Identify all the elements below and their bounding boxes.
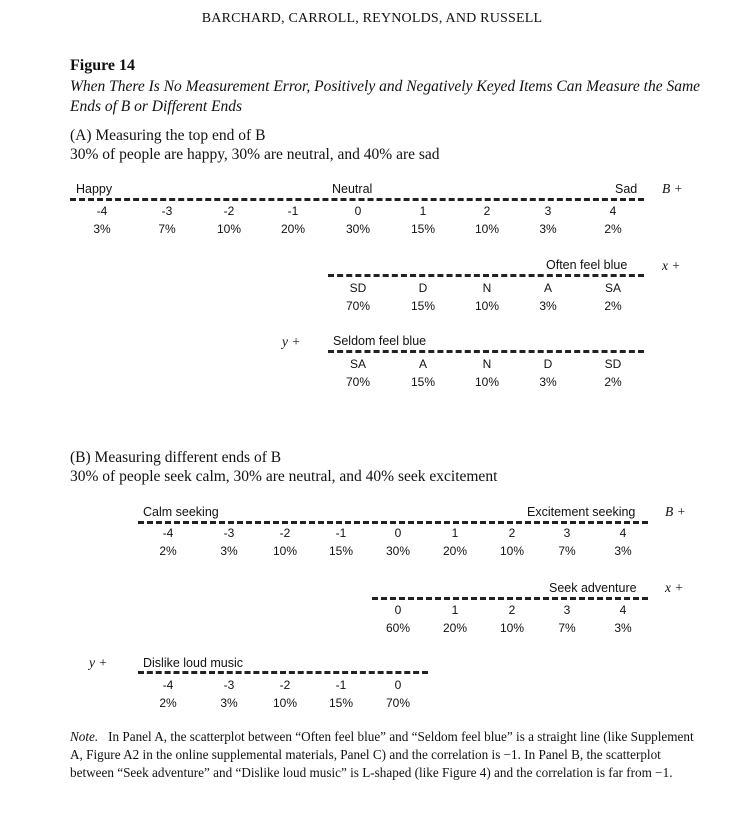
panel-b-y-tick: 0 [394,678,402,692]
panel-b-description: 30% of people seek calm, 30% are neutral, and 40% seek excitement [70,468,498,485]
panel-a-y-tick: D [543,357,553,371]
panel-a-neutral-label: Neutral [332,182,373,196]
panel-b-heading: (B) Measuring different ends of B [70,449,282,466]
panel-b-excitement-seeking-label: Excitement seeking [527,505,636,519]
panel-b-dislike-loud-music-label: Dislike loud music [143,656,244,670]
panel-a-y-tick: SA [349,357,366,371]
panel-a-y-pct: 10% [474,375,500,389]
panel-b-b-plus-label: B + [665,504,686,519]
panel-b-b-tick: -4 [162,526,174,540]
panel-a-x-pct: 10% [474,299,500,313]
panel-a-b-scale-line [70,198,644,201]
panel-b-b-tick: -1 [335,526,347,540]
panel-a-b-pct: 10% [474,222,500,236]
panel-a-b-tick: 2 [483,204,491,218]
panel-a-x-tick: SA [604,281,621,295]
panel-b-b-pct: 10% [499,544,525,558]
panel-b-x-pct: 60% [385,621,411,635]
panel-a-often-feel-blue-label: Often feel blue [546,258,628,272]
panel-b-x-pct: 7% [558,621,576,635]
panel-a-y-scale-line [328,350,644,353]
panel-a-heading: (A) Measuring the top end of B [70,127,266,144]
panel-a-b-tick: -4 [96,204,108,218]
panel-a-y-pct: 3% [539,375,557,389]
panel-b-b-pct: 10% [272,544,298,558]
panel-b-b-tick: -3 [223,526,235,540]
panel-a-b-tick: -1 [287,204,299,218]
note-text: In Panel A, the scatterplot between “Often feel blue” and “Seldom feel blue” is a straight line (like Supplement A, Figure A2 in the online supplemental materials, Panel C) and the correlation is −1. In Panel B, the scatterplot between “Seek adventure” and “Dislike loud music” is L-shaped (like Figure 4) and the correlation is far from −1. [70,729,694,780]
panel-b-calm-seeking-label: Calm seeking [143,505,219,519]
panel-a-x-pct: 3% [539,299,557,313]
panel-b-x-tick: 3 [563,603,571,617]
panel-a-b-pct: 3% [539,222,557,236]
panel-a-seldom-feel-blue-label: Seldom feel blue [333,334,427,348]
panel-b-x-tick: 4 [619,603,627,617]
panel-b-y-tick: -4 [162,678,174,692]
panel-b-b-pct: 20% [442,544,468,558]
panel-a-y-plus-label: y + [282,334,301,349]
figure-note [70,728,698,782]
panel-a-x-pct: 15% [410,299,436,313]
panel-a-b-tick: 0 [354,204,362,218]
panel-b-b-tick: 1 [451,526,459,540]
panel-b-x-pct: 10% [499,621,525,635]
panel-b-b-tick: -2 [279,526,291,540]
panel-a-b-pct: 20% [280,222,306,236]
panel-a-b-tick: -3 [161,204,173,218]
panel-b-y-pct: 70% [385,696,411,710]
panel-a-b-pct: 30% [345,222,371,236]
panel-a-x-tick: N [482,281,492,295]
panel-a-b-tick: -2 [223,204,235,218]
panel-b-b-pct: 7% [558,544,576,558]
panel-a-x-tick: A [543,281,552,295]
panel-a-b-pct: 2% [604,222,622,236]
panel-b-x-pct: 20% [442,621,468,635]
panel-a-x-scale-line [328,274,644,277]
panel-b-y-scale-line [138,671,428,674]
panel-a-x-pct: 70% [345,299,371,313]
panel-b-seek-adventure-label: Seek adventure [549,581,637,595]
panel-a-y-tick: A [418,357,427,371]
panel-b-x-pct: 3% [614,621,632,635]
panel-a-happy-label: Happy [76,182,113,196]
panel-a-x-plus-label: x + [662,258,681,273]
panel-a-y-pct: 70% [345,375,371,389]
panel-b-y-tick: -1 [335,678,347,692]
panel-b-y-pct: 3% [220,696,238,710]
panel-b-y-plus-label: y + [89,655,108,670]
panel-a-b-plus-label: B + [662,181,683,196]
figure-label: Figure 14 [70,57,136,74]
figure-title: When There Is No Measurement Error, Positively and Negatively Keyed Items Can Measure the Same Ends of B or Different Ends [70,78,701,115]
panel-b-x-tick: 2 [508,603,516,617]
panel-a-b-pct: 10% [216,222,242,236]
panel-b-b-pct: 3% [614,544,632,558]
panel-a-b-pct: 15% [410,222,436,236]
panel-a-x-tick: SD [349,281,367,295]
panel-b-b-pct: 30% [385,544,411,558]
panel-b-b-tick: 3 [563,526,571,540]
panel-a-b-tick: 3 [544,204,552,218]
panel-a-b-tick: 4 [609,204,617,218]
panel-b-x-plus-label: x + [665,580,684,595]
panel-a-y-tick: SD [604,357,622,371]
panel-a-b-pct: 3% [93,222,111,236]
panel-b-b-pct: 15% [328,544,354,558]
running-head: BARCHARD, CARROLL, REYNOLDS, AND RUSSELL [201,11,543,26]
panel-a-y-pct: 15% [410,375,436,389]
panel-b-x-scale-line [372,597,648,600]
panel-a-b-tick: 1 [419,204,427,218]
panel-b-b-tick: 2 [508,526,516,540]
panel-b-b-tick: 0 [394,526,402,540]
panel-b-y-tick: -2 [279,678,291,692]
panel-b-x-tick: 0 [394,603,402,617]
panel-b-b-tick: 4 [619,526,627,540]
panel-b-y-pct: 2% [159,696,177,710]
panel-a-description: 30% of people are happy, 30% are neutral, and 40% are sad [70,146,440,163]
panel-b-y-pct: 10% [272,696,298,710]
note-label: Note. [70,729,99,744]
panel-b-b-scale-line [138,521,648,524]
panel-b-b-pct: 2% [159,544,177,558]
panel-b-y-tick: -3 [223,678,235,692]
panel-b-y-pct: 15% [328,696,354,710]
panel-a-sad-label: Sad [615,182,638,196]
panel-a-x-pct: 2% [604,299,622,313]
panel-a-x-tick: D [418,281,428,295]
panel-b-b-pct: 3% [220,544,238,558]
panel-b-x-tick: 1 [451,603,459,617]
panel-a-b-pct: 7% [158,222,176,236]
panel-a-y-tick: N [482,357,492,371]
panel-a-y-pct: 2% [604,375,622,389]
